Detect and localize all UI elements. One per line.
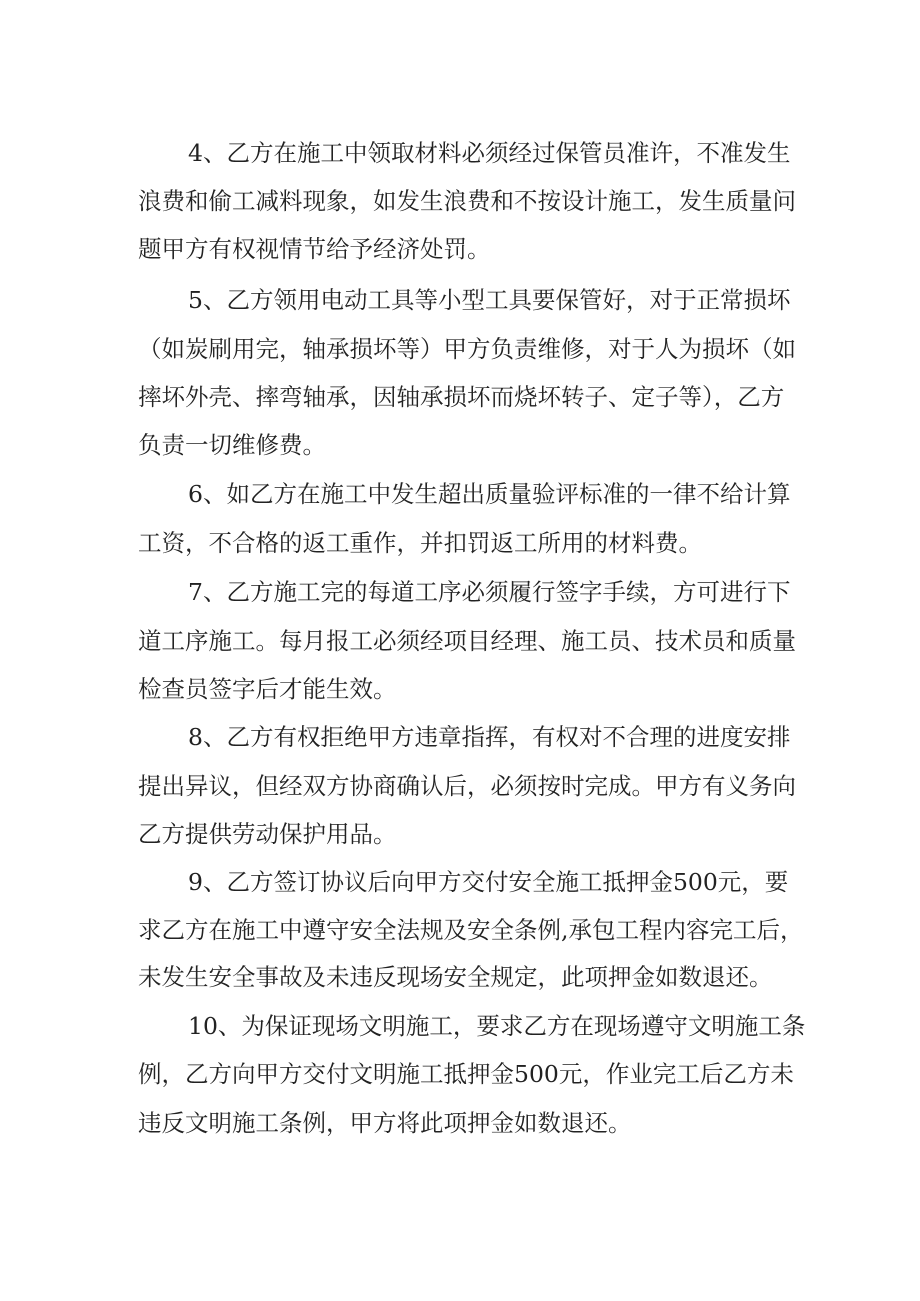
clause-5-line-1: 5、乙方领用电动工具等小型工具要保管好，对于正常损坏: [188, 286, 791, 314]
clause-7-line-2: 道工序施工。每月报工必须经项目经理、施工员、技术员和质量: [138, 627, 796, 655]
clause-9-line-2: 求乙方在施工中遵守安全法规及安全条例,承包工程内容完工后，: [138, 916, 804, 944]
clause-8-line-3: 乙方提供劳动保护用品。: [138, 820, 397, 848]
clause-4-line-1: 4、乙方在施工中领取材料必须经过保管员准许，不准发生: [188, 139, 791, 167]
clause-8-line-2: 提出异议，但经双方协商确认后，必须按时完成。甲方有义务向: [138, 772, 796, 800]
clause-5-line-2: （如炭刷用完，轴承损坏等）甲方负责维修，对于人为损坏（如: [138, 335, 796, 363]
clause-9-line-3: 未发生安全事故及未违反现场安全规定，此项押金如数退还。: [138, 963, 773, 991]
clause-4-line-3: 题甲方有权视情节给予经济处罚。: [138, 235, 491, 263]
clause-7-line-1: 7、乙方施工完的每道工序必须履行签字手续，方可进行下: [188, 578, 791, 606]
clause-6-line-2: 工资，不合格的返工重作，并扣罚返工所用的材料费。: [138, 529, 702, 557]
clause-4-line-2: 浪费和偷工减料现象，如发生浪费和不按设计施工，发生质量问: [138, 187, 796, 215]
clause-5-line-4: 负责一切维修费。: [138, 431, 326, 459]
clause-6-line-1: 6、如乙方在施工中发生超出质量验评标准的一律不给计算: [188, 480, 791, 508]
clause-7-line-3: 检查员签字后才能生效。: [138, 675, 397, 703]
clause-10-line-2: 例，乙方向甲方交付文明施工抵押金500元，作业完工后乙方未: [138, 1060, 794, 1088]
clause-9-line-1: 9、乙方签订协议后向甲方交付安全施工抵押金500元，要: [188, 868, 789, 896]
clause-8-line-1: 8、乙方有权拒绝甲方违章指挥，有权对不合理的进度安排: [188, 723, 791, 751]
clause-5-line-3: 摔坏外壳、摔弯轴承，因轴承损坏而烧坏转子、定子等），乙方: [138, 383, 785, 411]
clause-10-line-1: 10、为保证现场文明施工，要求乙方在现场遵守文明施工条: [188, 1012, 806, 1040]
clause-10-line-3: 违反文明施工条例，甲方将此项押金如数退还。: [138, 1109, 632, 1137]
